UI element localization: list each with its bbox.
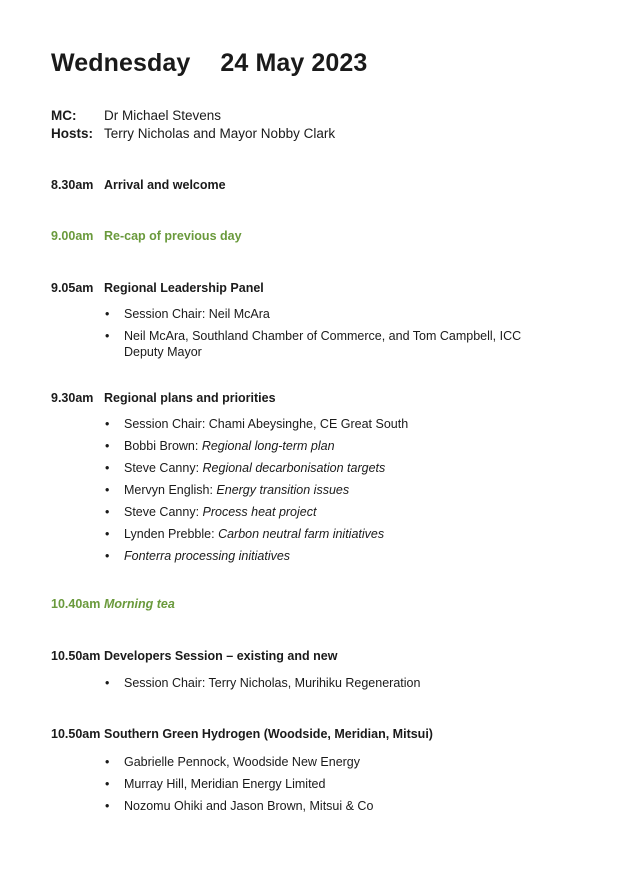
talk-title: Process heat project [202, 505, 317, 519]
item-text-line1: Neil McAra, Southland Chamber of Commerce, and Tom Campbell, ICC [124, 329, 522, 343]
page-title [51, 49, 367, 78]
speaker: Mervyn English: [124, 483, 217, 497]
session-title: Developers Session – existing and new [104, 649, 338, 663]
title-day: Wednesday [51, 49, 191, 77]
item-text: Murray Hill, Meridian Energy Limited [124, 777, 326, 791]
session-title: Regional Leadership Panel [104, 281, 264, 295]
hydrogen-list [104, 754, 373, 814]
session-title: Regional plans and priorities [104, 391, 276, 405]
list-item [104, 306, 521, 322]
session-morning-tea [51, 597, 175, 611]
talk-title: Carbon neutral farm initiatives [218, 527, 385, 541]
leadership-panel-list [104, 306, 521, 360]
talk-title: Regional long-term plan [201, 439, 335, 453]
speaker: Steve Canny: [124, 505, 203, 519]
list-item [104, 438, 408, 454]
regional-plans-list [104, 416, 408, 564]
item-text: Session Chair: Neil McAra [124, 307, 270, 321]
mc-value: Dr Michael Stevens [104, 108, 222, 123]
item-text: Session Chair: Terry Nicholas, Murihiku Regeneration [124, 676, 421, 690]
list-item [104, 675, 420, 691]
session-time: 8.30am [51, 178, 94, 192]
session-regional-plans [51, 391, 276, 405]
session-title: Morning tea [104, 597, 175, 611]
list-item [104, 416, 408, 432]
session-arrival [51, 178, 226, 192]
list-item [104, 776, 373, 792]
session-title: Re-cap of previous day [104, 229, 242, 243]
developers-list [104, 675, 420, 691]
item-text: Nozomu Ohiki and Jason Brown, Mitsui & Co [124, 799, 374, 813]
talk-title: Regional decarbonisation targets [202, 461, 386, 475]
session-time: 9.05am [51, 281, 94, 295]
list-item [104, 548, 408, 564]
hosts-label: Hosts: [51, 126, 94, 141]
session-southern-green-hydrogen [51, 727, 433, 741]
session-recap [51, 229, 242, 243]
session-time: 10.40am [51, 597, 101, 611]
session-developers [51, 649, 337, 663]
item-text: Gabrielle Pennock, Woodside New Energy [124, 755, 361, 769]
list-item [104, 754, 373, 770]
item-text-line2: Deputy Mayor [124, 345, 202, 359]
mc-line [51, 108, 221, 123]
list-item [104, 460, 408, 476]
session-time: 10.50am [51, 649, 101, 663]
speaker: Lynden Prebble: [124, 527, 219, 541]
list-item [104, 328, 521, 360]
talk-title: Fonterra processing initiatives [124, 549, 291, 563]
list-item [104, 526, 408, 542]
list-item [104, 482, 408, 498]
talk-title: Energy transition issues [216, 483, 350, 497]
speaker: Bobbi Brown: [124, 439, 202, 453]
session-title: Arrival and welcome [104, 178, 226, 192]
session-time: 10.50am [51, 727, 101, 741]
title-date: 24 May 2023 [220, 49, 368, 77]
session-leadership-panel [51, 281, 264, 295]
hosts-value: Terry Nicholas and Mayor Nobby Clark [104, 126, 336, 141]
list-item [104, 798, 373, 814]
hosts-line [51, 126, 335, 141]
session-time: 9.00am [51, 229, 94, 243]
mc-label: MC: [51, 108, 77, 123]
session-title: Southern Green Hydrogen (Woodside, Meridian, Mitsui) [104, 727, 433, 741]
session-time: 9.30am [51, 391, 94, 405]
list-item [104, 504, 408, 520]
speaker: Steve Canny: [124, 461, 203, 475]
item-text: Session Chair: Chami Abeysinghe, CE Great South [124, 417, 409, 431]
